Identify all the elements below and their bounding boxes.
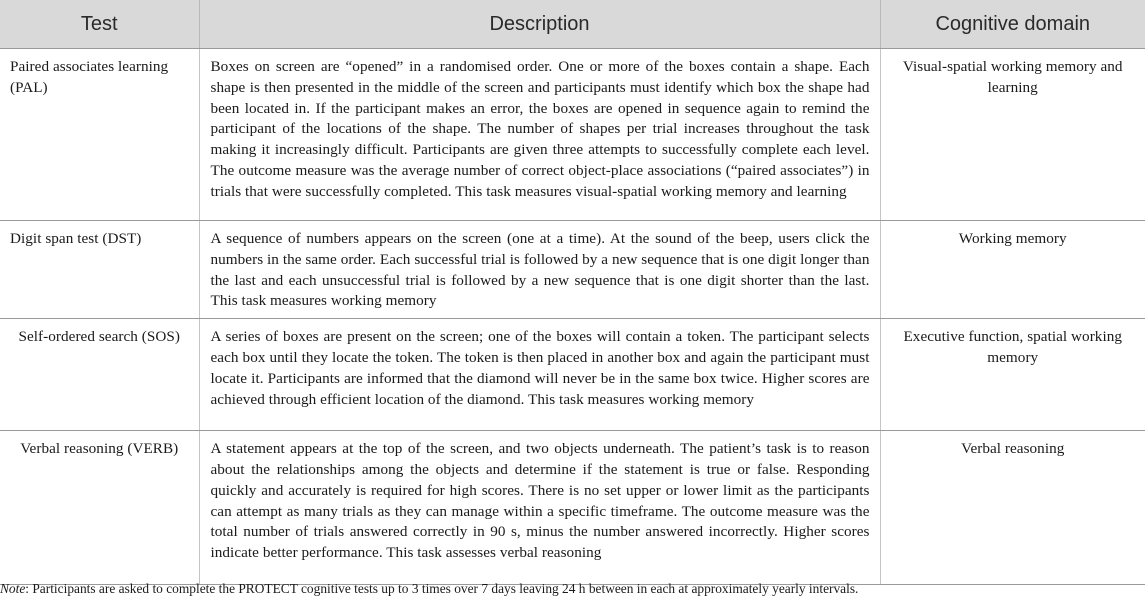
- table-row: [0, 319, 1145, 431]
- test-name-cell: Digit span test (DST): [0, 221, 199, 319]
- test-name-cell: Self-ordered search (SOS): [0, 319, 199, 431]
- header-cognitive-domain: Cognitive domain: [880, 0, 1145, 49]
- header-row: [0, 0, 1145, 49]
- note-label: Note: [0, 581, 26, 596]
- table-row: [0, 221, 1145, 319]
- test-name-cell: Paired associates learning (PAL): [0, 49, 199, 221]
- note-text: : Participants are asked to complete the PROTECT cognitive tests up to 3 times over 7 days leaving 24 h between in each at approximately yearly intervals.: [25, 581, 859, 596]
- description-cell: A statement appears at the top of the screen, and two objects underneath. The patient’s task is to reason about the relationships among the objects and determine if the statement is true or false. Responding quickly and accurately is required for high scores. There is no set upper or lower limit as the participants can attempt as many trials as they can manage within a specific timeframe. The outcome measure was the total number of trials answered correctly in 90 s, minus the number answered incorrectly. Higher scores indicate better performance. This task assesses verbal reasoning: [199, 431, 880, 585]
- header-description: Description: [199, 0, 880, 49]
- table-footnote: [0, 580, 1145, 598]
- table-body: [0, 49, 1145, 585]
- cognitive-domain-cell: Working memory: [880, 221, 1145, 319]
- description-cell: Boxes on screen are “opened” in a randomised order. One or more of the boxes contain a shape. Each shape is then presented in the middle of the screen and participants must identify which box the shape had been located in. If the participant makes an error, the boxes are opened in sequence again to remind the participant of the locations of the shape. The number of shapes per trial increases throughout the task making it increasingly difficult. Participants are given three attempts to successfully complete each level. The outcome measure was the average number of correct object-place associations (“paired associates”) in trials that were successfully completed. This task measures visual-spatial working memory and learning: [199, 49, 880, 221]
- cognitive-domain-cell: Verbal reasoning: [880, 431, 1145, 585]
- header-test: Test: [0, 0, 199, 49]
- description-cell: A sequence of numbers appears on the screen (one at a time). At the sound of the beep, users click the numbers in the same order. Each successful trial is followed by a new sequence that is one digit longer than the last and each unsuccessful trial is followed by a new sequence that is one digit shorter than the last. This task measures working memory: [199, 221, 880, 319]
- table-header: [0, 0, 1145, 49]
- test-name-cell: Verbal reasoning (VERB): [0, 431, 199, 585]
- cognitive-domain-cell: Executive function, spatial working memory: [880, 319, 1145, 431]
- description-cell: A series of boxes are present on the screen; one of the boxes will contain a token. The participant selects each box until they locate the token. The token is then placed in another box and again the participant must locate it. Participants are informed that the diamond will never be in the same box twice. Higher scores are achieved through efficient location of the diamond. This task measures working memory: [199, 319, 880, 431]
- cognitive-domain-cell: Visual-spatial working memory and learning: [880, 49, 1145, 221]
- table-row: [0, 431, 1145, 585]
- table-row: [0, 49, 1145, 221]
